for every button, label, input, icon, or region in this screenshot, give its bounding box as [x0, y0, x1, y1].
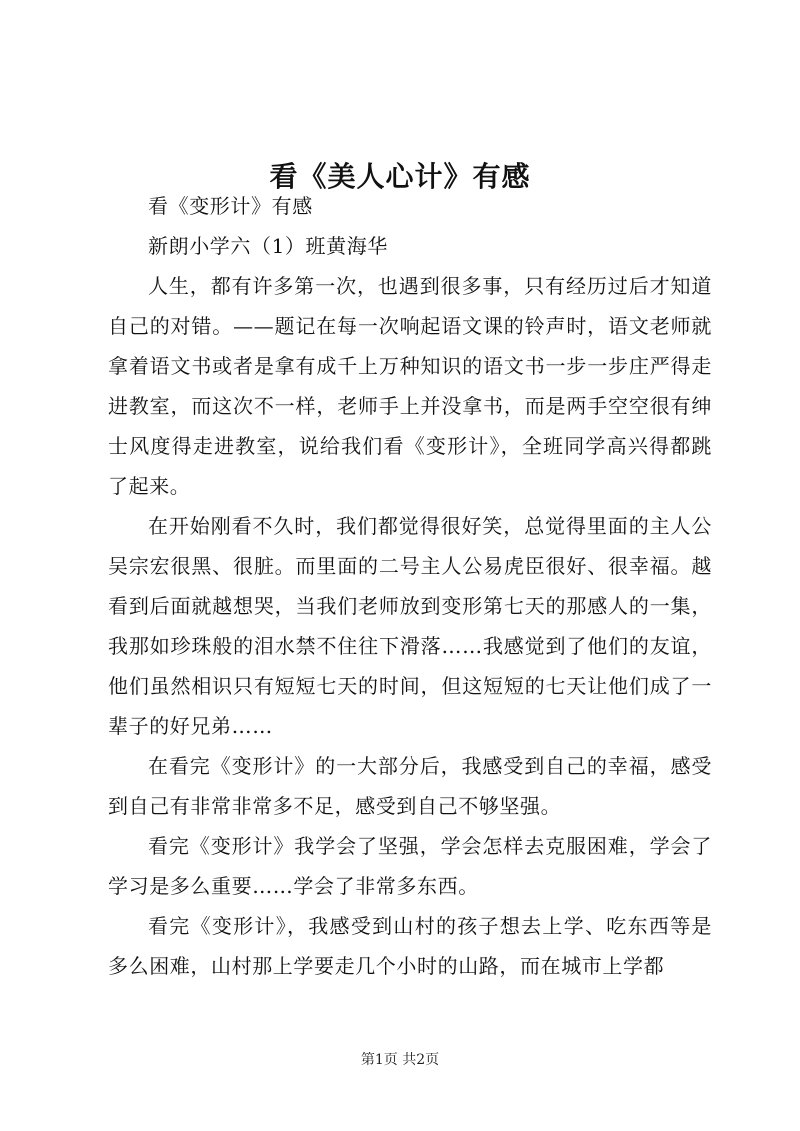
body-paragraph: 看完《变形计》我学会了坚强，学会怎样去克服困难，学会了学习是多么重要……学会了非常多东西。 [108, 834, 712, 898]
author-line: 新朗小学六（1）班黄海华 [148, 234, 388, 258]
page-number-footer: 第1页 共2页 [360, 1052, 440, 1068]
subtitle-paragraph: 看《变形计》有感 [148, 194, 313, 218]
document-body [108, 186, 712, 986]
document-title: 看《美人心计》有感 [269, 159, 531, 193]
body-paragraph: 人生，都有许多第一次，也遇到很多事，只有经历过后才知道自己的对错。——题记在每一次响起语文课的铃声时，语文老师就拿着语文书或者是拿有成千上万种知识的语文书一步一步庄严得走进教室，而这次不一样，老师手上并没拿书，而是两手空空很有绅士风度得走进教室，说给我们看《变形计》，全班同学高兴得都跳了起来。 [108, 274, 712, 498]
body-paragraph: 在开始刚看不久时，我们都觉得很好笑，总觉得里面的主人公吴宗宏很黑、很脏。而里面的二号主人公易虎臣很好、很幸福。越看到后面就越想哭，当我们老师放到变形第七天的那感人的一集，我那如珍珠般的泪水禁不住往下滑落……我感觉到了他们的友谊，他们虽然相识只有短短七天的时间，但这短短的七天让他们成了一辈子的好兄弟…… [108, 514, 712, 738]
body-paragraph: 看完《变形计》，我感受到山村的孩子想去上学、吃东西等是多么困难，山村那上学要走几个小时的山路，而在城市上学都 [108, 914, 712, 978]
body-paragraph: 在看完《变形计》的一大部分后，我感受到自己的幸福，感受到自己有非常非常多不足，感受到自己不够坚强。 [108, 754, 712, 818]
